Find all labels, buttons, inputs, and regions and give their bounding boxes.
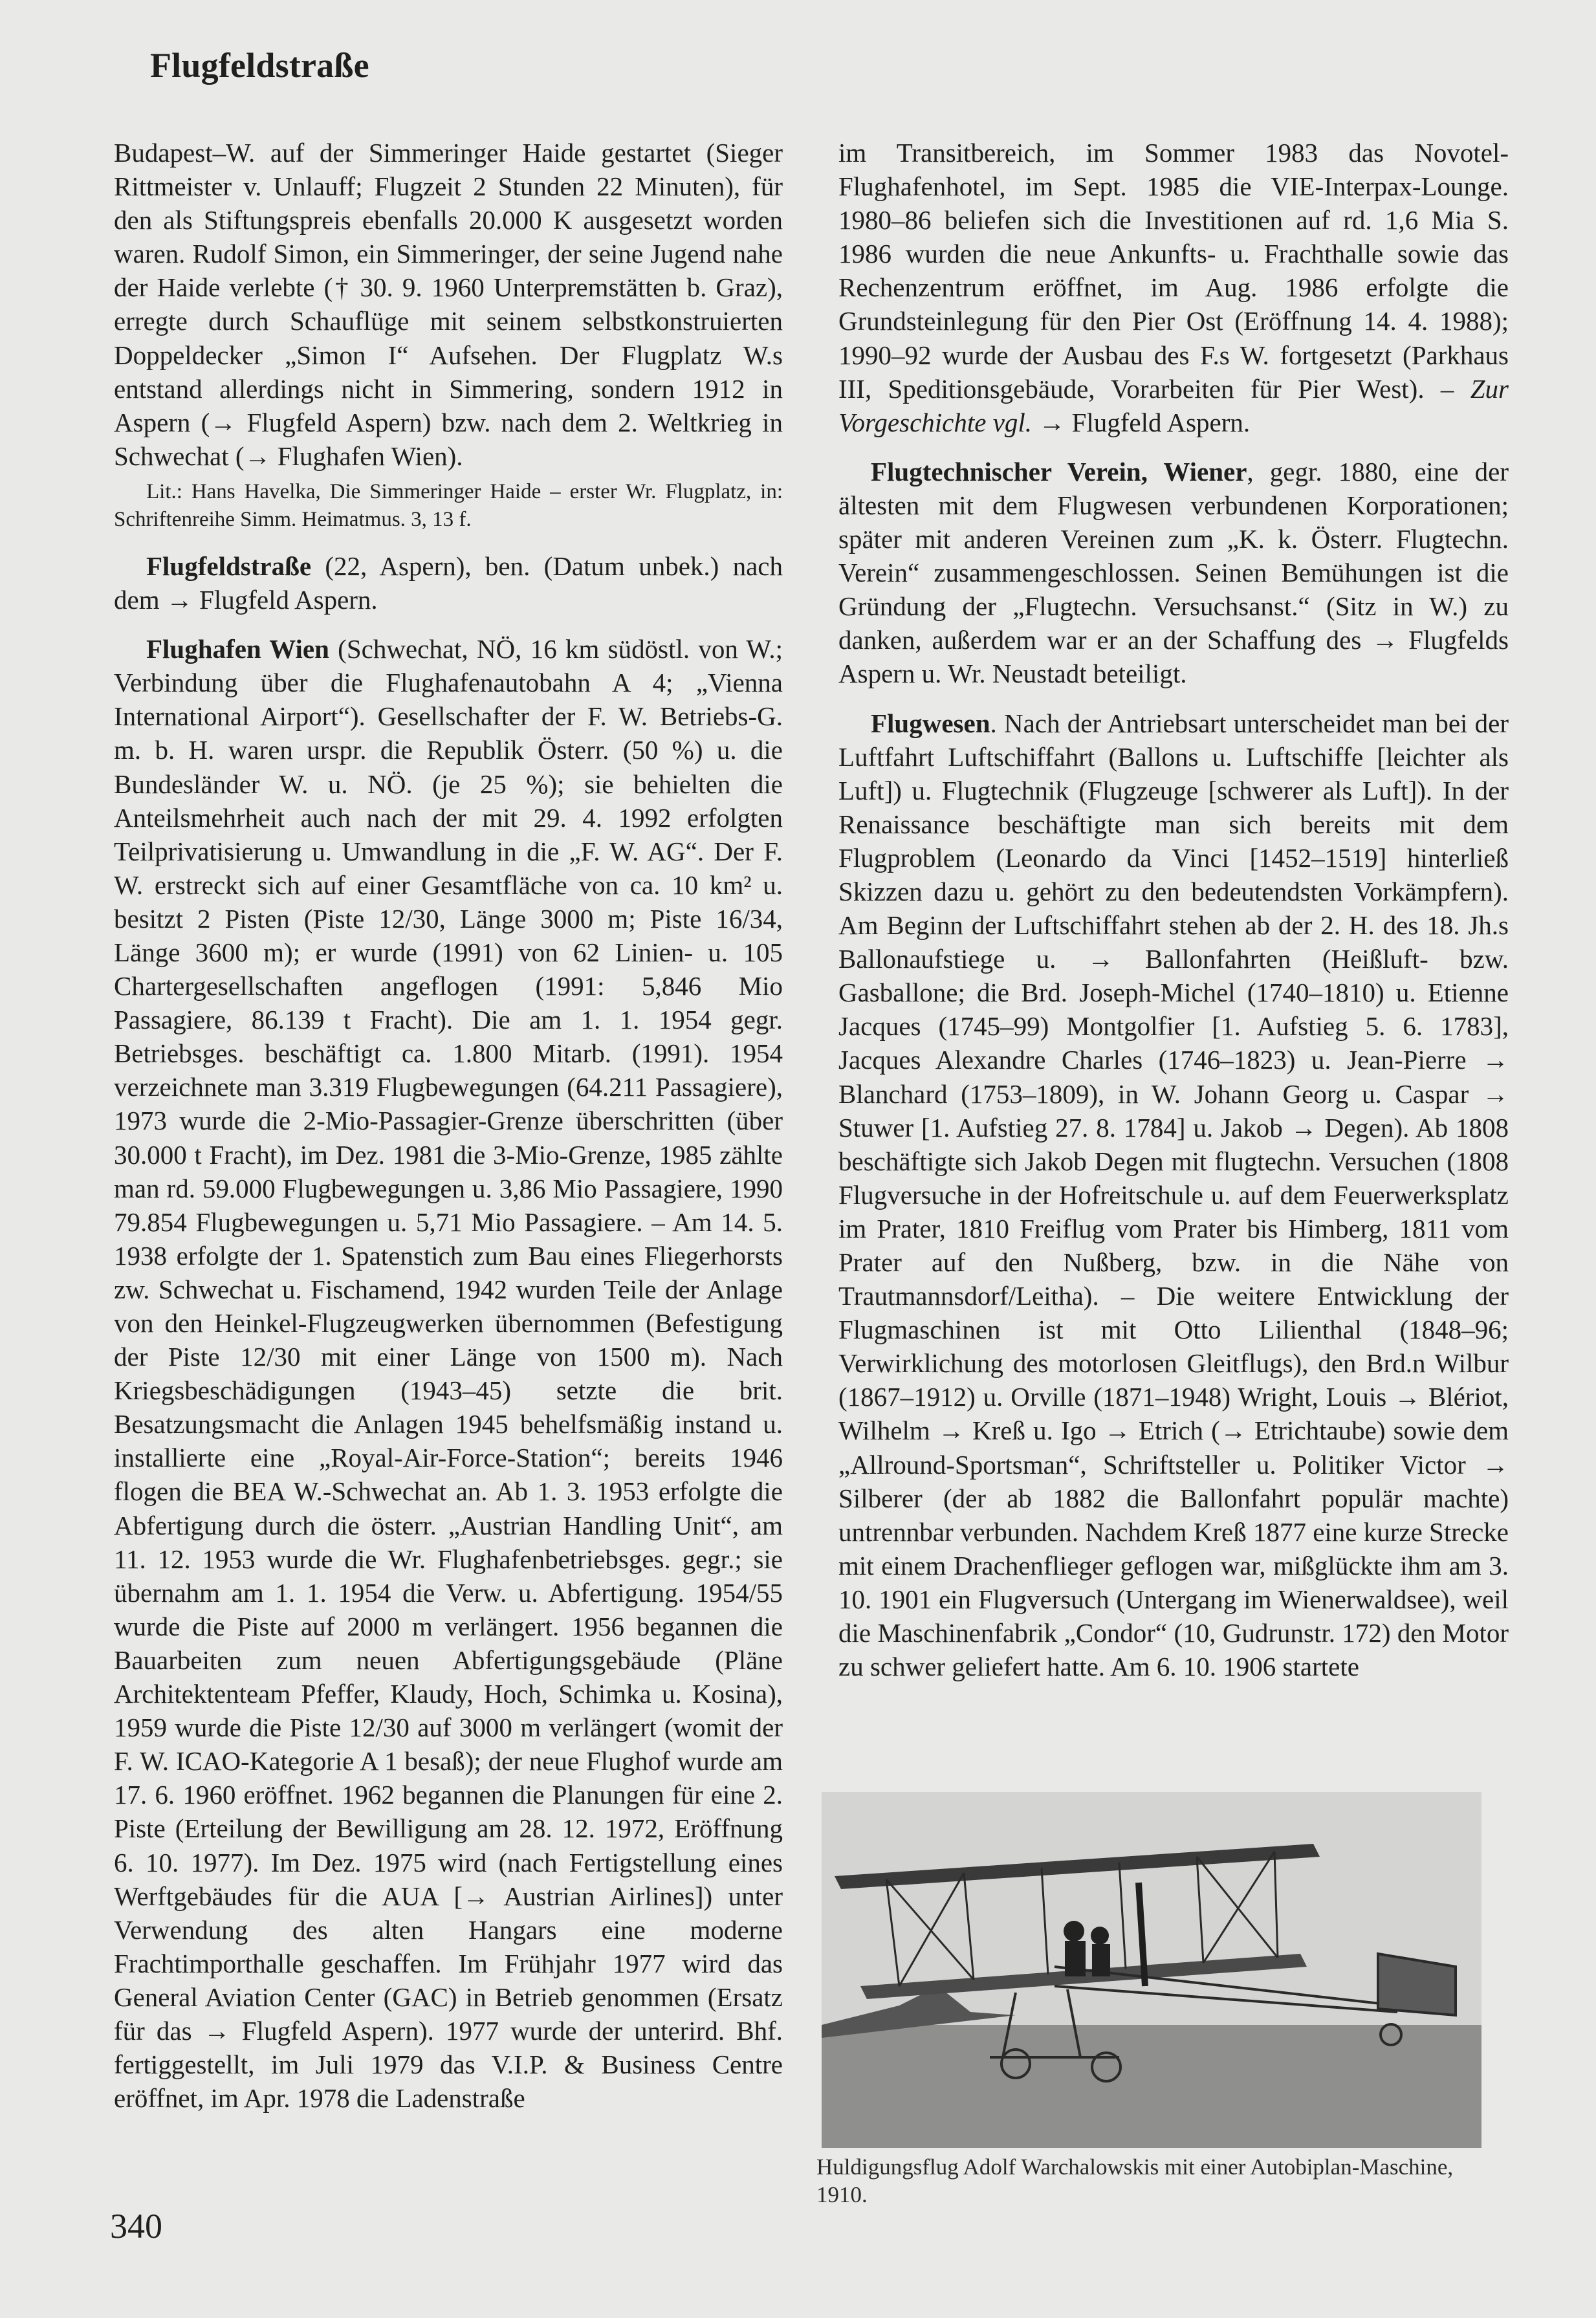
ground	[822, 2025, 1481, 2148]
page-number: 340	[110, 2207, 162, 2246]
paragraph-text: im Transitbereich, im Sommer 1983 das Novotel-Flughafenhotel, im Sept. 1985 die VIE-Interpax-Lounge. 1980–86 beliefen sich die Investitionen auf rd. 1,6 Mia S. 1986 wurden die neue Ankunfts- u. Frachthalle sowie das Rechenzentrum eröffnet, im Aug. 1986 erfolgte die Grundsteinlegung für den Pier Ost (Eröffnung 14. 4. 1988); 1990–92 wurde der Ausbau des F.s W. fortgesetzt (Parkhaus III, Speditionsgebäude, Vorarbeiten für Pier West). –	[838, 138, 1509, 404]
entry-headword: Flughafen Wien	[146, 634, 329, 664]
right-paragraph-1	[838, 136, 1509, 439]
literature-note: Lit.: Hans Havelka, Die Simmeringer Haide – erster Wr. Flugplatz, in: Schriftenreihe Simm. Heimatmus. 3, 13 f.	[114, 479, 783, 531]
entry-text: (Schwechat, NÖ, 16 km südöstl. von W.; Verbindung über die Flughafenautobahn A 4; „Vienna International Airport“). Gesellschafter der F. W. Betriebs-G. m. b. H. waren urspr. die Republik Österr. (50 %) u. die Bundesländer W. u. NÖ. (je 25 %); sie behielten die Anteilsmehrheit auch nach der mit 29. 4. 1992 erfolgten Teilprivatisierung u. Umwandlung in die „F. W. AG“. Der F. W. erstreckt sich auf einer Gesamtfläche von ca. 10 km² u. besitzt 2 Pisten (Piste 12/30, Länge 3000 m; Piste 16/34, Länge 3600 m); er wurde (1991) von 62 Linien- u. 105 Chartergesellschaften angeflogen (1991: 5,846 Mio Passagiere, 86.139 t Fracht). Die am 1. 1. 1954 gegr. Betriebsges. beschäftigt ca. 1.800 Mitarb. (1991). 1954 verzeichnete man 3.319 Flugbewegungen (64.211 Passagiere), 1973 wurde die 2-Mio-Passagier-Grenze überschritten (über 30.000 t Fracht), im Dez. 1981 die 3-Mio-Grenze, 1985 zählte man rd. 59.000 Flugbewegungen u. 3,86 Mio Passagiere, 1990 79.854 Flugbewegungen u. 5,71 Mio Passagiere. – Am 14. 5. 1938 erfolgte der 1. Spatenstich zum Bau eines Fliegerhorsts zw. Schwechat u. Fischamend, 1942 wurden Teile der Anlage von den Heinkel-Flugzeugwerken übernommen (Befestigung der Piste 12/30 mit einer Länge von 1500 m). Nach Kriegsbeschädigungen (1943–45) setzte die brit. Besatzungsmacht die Anlagen 1945 behelfsmäßig instand u. installierte eine „Royal-Air-Force-Station“; bereits 1946 flogen die BEA W.-Schwechat an. Ab 1. 3. 1953 erfolgte die Abfertigung durch die österr. „Austrian Handling Unit“, am 11. 12. 1953 wurde die Wr. Flughafenbetriebsges. gegr.; sie übernahm am 1. 1. 1954 die Verw. u. Abfertigung. 1954/55 wurde die Piste auf 2000 m verlängert. 1956 begannen die Bauarbeiten zum neuen Abfertigungsgebäude (Pläne Architektenteam Pfeffer, Klaudy, Hoch, Schimka u. Kosina), 1959 wurde die Piste 12/30 auf 3000 m verlängert (womit der F. W. ICAO-Kategorie A 1 besaß); der neue Flughof wurde am 17. 6. 1960 eröffnet. 1962 begannen die Planungen für eine 2. Piste (Erteilung der Bewilligung am 28. 12. 1972, Eröffnung 6. 10. 1977). Im Dez. 1975 wird (nach Fertigstellung eines Werftgebäudes für die AUA [→ Austrian Airlines]) unter Verwendung des alten Hangars eine moderne Frachtimporthalle geschaffen. Im Frühjahr 1977 wird das General Aviation Center (GAC) in Betrieb genommen (Ersatz für das → Flugfeld Aspern). 1977 wurde der unterird. Bhf. fertiggestellt, im Juli 1979 das V.I.P. & Business Centre eröffnet, im Apr. 1978 die Ladenstraße	[114, 634, 783, 2114]
right-column	[838, 136, 1509, 1683]
biplane-photo-drawing	[822, 1792, 1481, 2148]
entry-headword: Flugfeldstraße	[146, 551, 312, 581]
entry-flughafen-wien	[114, 632, 783, 2115]
entry-flugtechnischer-verein	[838, 455, 1509, 691]
entry-text: , gegr. 1880, eine der ältesten mit dem Flugwesen verbundenen Korporationen; später mit anderen Vereinen zum „K. k. Österr. Flugtechn. Verein“ zusammengeschlossen. Seinen Bemühungen ist die Gründung der „Flugtechn. Versuchsanst.“ (Sitz in W.) zu danken, außerdem war er an der Schaffung des → Flugfelds Aspern u. Wr. Neustadt beteiligt.	[838, 456, 1509, 689]
entry-text: (22, Aspern), ben. (Datum unbek.) nach dem → Flugfeld Aspern.	[114, 551, 783, 615]
entry-text: . Nach der Antriebsart unterscheidet man bei der Luftfahrt Luftschiffahrt (Ballons u. Luftschiffe [leichter als Luft]) u. Flugtechnik (Flugzeuge [schwerer als Luft]). In der Renaissance beschäftigte man sich bereits mit dem Flugproblem (Leonardo da Vinci [1452–1519] hinterließ Skizzen dazu u. gehört zu den bedeutendsten Vorkämpfern). Am Beginn der Luftschiffahrt stehen ab der 2. H. des 18. Jh.s Ballonaufstiege u. → Ballonfahrten (Heißluft- bzw. Gasballone; die Brd. Joseph-Michel (1740–1810) u. Etienne Jacques (1745–99) Montgolfier [1. Aufstieg 5. 6. 1783], Jacques Alexandre Charles (1746–1823) u. Jean-Pierre → Blanchard (1753–1809), in W. Johann Georg u. Caspar → Stuwer [1. Aufstieg 27. 8. 1784] u. Jakob → Degen). Ab 1808 beschäftigte sich Jakob Degen mit flugtechn. Versuchen (1808 Flugversuche in der Hofreitschule u. auf dem Feuerwerksplatz im Prater, 1810 Freiflug vom Prater bis Himberg, 1811 vom Prater auf den Nußberg, bzw. in die Nähe von Trautmannsdorf/Leitha). – Die weitere Entwicklung der Flugmaschinen ist mit Otto Lilienthal (1848–96; Verwirklichung des motorlosen Gleitflugs), den Brd.n Wilbur (1867–1912) u. Orville (1871–1948) Wright, Louis → Blériot, Wilhelm → Kreß u. Igo → Etrich (→ Etrichtaube) sowie dem „Allround-Sportsman“, Schriftsteller u. Politiker Victor → Silberer (der ab 1882 die Ballonfahrt populär machte) untrennbar verbunden. Nachdem Kreß 1877 eine kurze Strecke mit einem Drachenflieger geflogen war, mißglückte ihm am 3. 10. 1901 ein Flugversuch (Untergang im Wienerwaldsee), weil die Maschinenfabrik „Condor“ (10, Gudrunstr. 172) den Motor zu schwer geliefert hatte. Am 6. 10. 1906 startete	[838, 708, 1509, 1682]
entry-flugfeldstrasse	[114, 549, 783, 617]
entry-headword: Flugtechnischer Verein, Wiener	[871, 456, 1247, 487]
biplane-photo	[822, 1792, 1481, 2148]
italic-reference: Zur Vorgeschichte vgl.	[838, 373, 1509, 437]
photo-caption: Huldigungsflug Adolf Warchalowskis mit einer Autobiplan-Maschine, 1910.	[816, 2154, 1454, 2207]
page-heading: Flugfeldstraße	[150, 46, 369, 85]
entry-headword: Flugwesen	[871, 708, 990, 738]
paragraph-tail: → Flugfeld Aspern.	[1032, 407, 1251, 437]
entry-flugwesen	[838, 706, 1509, 1684]
left-column	[114, 136, 783, 2115]
left-paragraph-1: Budapest–W. auf der Simmeringer Haide gestartet (Sieger Rittmeister v. Unlauff; Flugzeit 2 Stunden 22 Minuten), für den als Stiftungspreis ebenfalls 20.000 K ausgesetzt worden waren. Rudolf Simon, ein Simmeringer, der seine Jugend nahe der Haide verlebte († 30. 9. 1960 Unterpremstätten b. Graz), erregte durch Schauflüge mit seinem selbstkonstruierten Doppeldecker „Simon I“ Aufsehen. Der Flugplatz W.s entstand allerdings nicht in Simmering, sondern 1912 in Aspern (→ Flugfeld Aspern) bzw. nach dem 2. Weltkrieg in Schwechat (→ Flughafen Wien).	[114, 138, 783, 471]
